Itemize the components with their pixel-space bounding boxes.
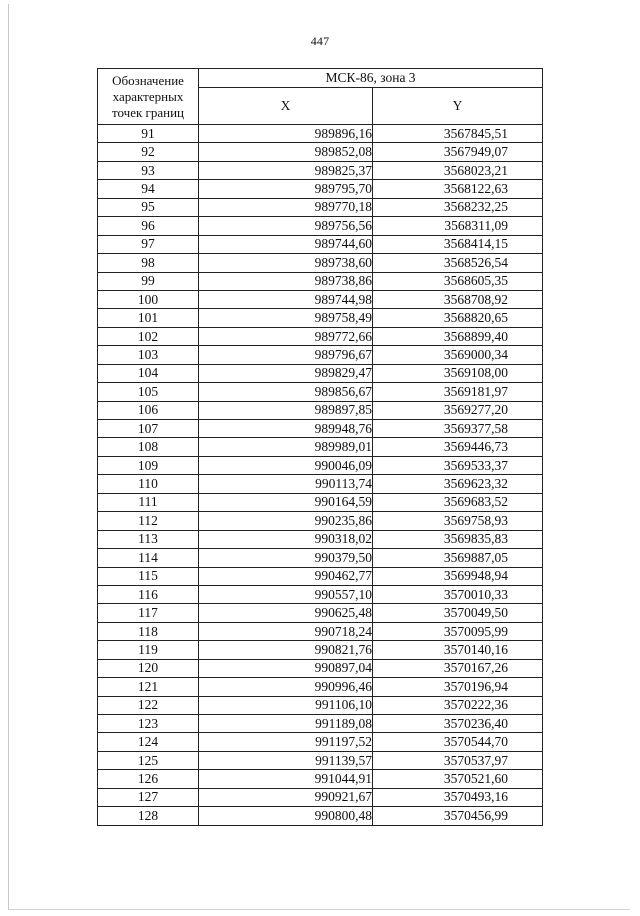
y-cell: 3568232,25	[373, 198, 543, 216]
y-cell: 3569623,32	[373, 475, 543, 493]
table-row	[98, 475, 543, 493]
point-cell: 119	[98, 641, 199, 659]
table-row	[98, 770, 543, 788]
point-cell: 111	[98, 493, 199, 511]
x-cell: 990235,86	[199, 512, 373, 530]
point-cell: 104	[98, 364, 199, 382]
table-row	[98, 788, 543, 806]
point-label-header: Обозначение характерных точек границ	[98, 69, 199, 125]
table-row	[98, 401, 543, 419]
y-cell: 3569948,94	[373, 567, 543, 585]
x-cell: 990996,46	[199, 678, 373, 696]
point-cell: 107	[98, 420, 199, 438]
table-row	[98, 715, 543, 733]
point-cell: 106	[98, 401, 199, 419]
y-cell: 3568023,21	[373, 161, 543, 179]
y-cell: 3568311,09	[373, 217, 543, 235]
y-cell: 3567949,07	[373, 143, 543, 161]
x-cell: 989756,56	[199, 217, 373, 235]
point-cell: 108	[98, 438, 199, 456]
x-cell: 990462,77	[199, 567, 373, 585]
point-cell: 115	[98, 567, 199, 585]
x-cell: 990897,04	[199, 659, 373, 677]
table-row	[98, 604, 543, 622]
y-cell: 3570544,70	[373, 733, 543, 751]
point-cell: 98	[98, 254, 199, 272]
table-row	[98, 217, 543, 235]
table-body	[98, 125, 543, 826]
y-cell: 3569377,58	[373, 420, 543, 438]
x-cell: 989897,85	[199, 401, 373, 419]
table-row	[98, 254, 543, 272]
table-row	[98, 659, 543, 677]
point-cell: 97	[98, 235, 199, 253]
table-row	[98, 125, 543, 143]
table-row	[98, 143, 543, 161]
coordinate-system-header: МСК-86, зона 3	[199, 69, 543, 88]
x-cell: 990800,48	[199, 807, 373, 825]
y-cell: 3570049,50	[373, 604, 543, 622]
x-cell: 989856,67	[199, 383, 373, 401]
x-cell: 989772,66	[199, 327, 373, 345]
x-cell: 989738,86	[199, 272, 373, 290]
y-cell: 3569887,05	[373, 549, 543, 567]
point-cell: 96	[98, 217, 199, 235]
table-row	[98, 290, 543, 308]
x-cell: 989744,98	[199, 290, 373, 308]
table-row	[98, 346, 543, 364]
x-cell: 989989,01	[199, 438, 373, 456]
point-cell: 120	[98, 659, 199, 677]
y-cell: 3568414,15	[373, 235, 543, 253]
point-cell: 103	[98, 346, 199, 364]
x-cell: 990164,59	[199, 493, 373, 511]
point-cell: 123	[98, 715, 199, 733]
point-cell: 113	[98, 530, 199, 548]
y-cell: 3569277,20	[373, 401, 543, 419]
y-cell: 3569000,34	[373, 346, 543, 364]
point-cell: 100	[98, 290, 199, 308]
x-cell: 989896,16	[199, 125, 373, 143]
x-cell: 989948,76	[199, 420, 373, 438]
y-cell: 3569683,52	[373, 493, 543, 511]
y-cell: 3570493,16	[373, 788, 543, 806]
y-cell: 3570236,40	[373, 715, 543, 733]
point-cell: 126	[98, 770, 199, 788]
x-column-header: X	[199, 88, 373, 125]
x-cell: 989852,08	[199, 143, 373, 161]
y-cell: 3570537,97	[373, 751, 543, 769]
point-cell: 116	[98, 585, 199, 603]
table-header	[98, 69, 543, 125]
y-cell: 3568122,63	[373, 180, 543, 198]
point-cell: 102	[98, 327, 199, 345]
table-row	[98, 161, 543, 179]
y-cell: 3570456,99	[373, 807, 543, 825]
point-cell: 117	[98, 604, 199, 622]
x-cell: 989770,18	[199, 198, 373, 216]
point-cell: 92	[98, 143, 199, 161]
y-cell: 3569758,93	[373, 512, 543, 530]
x-cell: 990046,09	[199, 456, 373, 474]
table-row	[98, 512, 543, 530]
table-row	[98, 456, 543, 474]
table-row	[98, 438, 543, 456]
point-cell: 105	[98, 383, 199, 401]
x-cell: 990318,02	[199, 530, 373, 548]
point-cell: 121	[98, 678, 199, 696]
coordinates-table	[97, 68, 543, 826]
y-cell: 3567845,51	[373, 125, 543, 143]
table-row	[98, 493, 543, 511]
table-row	[98, 309, 543, 327]
point-cell: 94	[98, 180, 199, 198]
point-cell: 91	[98, 125, 199, 143]
point-cell: 118	[98, 622, 199, 640]
y-cell: 3570140,16	[373, 641, 543, 659]
table-row	[98, 678, 543, 696]
point-cell: 127	[98, 788, 199, 806]
x-cell: 990113,74	[199, 475, 373, 493]
point-cell: 110	[98, 475, 199, 493]
table-row	[98, 807, 543, 825]
x-cell: 990625,48	[199, 604, 373, 622]
x-cell: 989744,60	[199, 235, 373, 253]
table-row	[98, 327, 543, 345]
point-cell: 125	[98, 751, 199, 769]
table-row	[98, 549, 543, 567]
y-column-header: Y	[373, 88, 543, 125]
page-number: 447	[310, 34, 330, 48]
x-cell: 991139,57	[199, 751, 373, 769]
x-cell: 989758,49	[199, 309, 373, 327]
x-cell: 989825,37	[199, 161, 373, 179]
x-cell: 989796,67	[199, 346, 373, 364]
y-cell: 3570521,60	[373, 770, 543, 788]
y-cell: 3568899,40	[373, 327, 543, 345]
x-cell: 990821,76	[199, 641, 373, 659]
x-cell: 991044,91	[199, 770, 373, 788]
x-cell: 991197,52	[199, 733, 373, 751]
table-row	[98, 622, 543, 640]
x-cell: 991106,10	[199, 696, 373, 714]
point-cell: 122	[98, 696, 199, 714]
y-cell: 3570095,99	[373, 622, 543, 640]
y-cell: 3568820,65	[373, 309, 543, 327]
y-cell: 3570167,26	[373, 659, 543, 677]
point-cell: 128	[98, 807, 199, 825]
table-row	[98, 235, 543, 253]
table-row	[98, 641, 543, 659]
point-cell: 95	[98, 198, 199, 216]
table-row	[98, 585, 543, 603]
point-cell: 112	[98, 512, 199, 530]
x-cell: 989738,60	[199, 254, 373, 272]
point-cell: 124	[98, 733, 199, 751]
x-cell: 990557,10	[199, 585, 373, 603]
table-row	[98, 420, 543, 438]
x-cell: 991189,08	[199, 715, 373, 733]
y-cell: 3568708,92	[373, 290, 543, 308]
y-cell: 3569835,83	[373, 530, 543, 548]
point-cell: 99	[98, 272, 199, 290]
y-cell: 3568526,54	[373, 254, 543, 272]
x-cell: 990379,50	[199, 549, 373, 567]
point-cell: 114	[98, 549, 199, 567]
x-cell: 990921,67	[199, 788, 373, 806]
y-cell: 3570010,33	[373, 585, 543, 603]
y-cell: 3569446,73	[373, 438, 543, 456]
point-cell: 109	[98, 456, 199, 474]
point-cell: 93	[98, 161, 199, 179]
x-cell: 990718,24	[199, 622, 373, 640]
y-cell: 3569108,00	[373, 364, 543, 382]
table-row	[98, 383, 543, 401]
table-row	[98, 696, 543, 714]
table-row	[98, 567, 543, 585]
y-cell: 3570222,36	[373, 696, 543, 714]
point-cell: 101	[98, 309, 199, 327]
table-row	[98, 272, 543, 290]
table-row	[98, 733, 543, 751]
y-cell: 3569181,97	[373, 383, 543, 401]
x-cell: 989795,70	[199, 180, 373, 198]
y-cell: 3568605,35	[373, 272, 543, 290]
table-row	[98, 198, 543, 216]
table-row	[98, 530, 543, 548]
y-cell: 3569533,37	[373, 456, 543, 474]
table-row	[98, 751, 543, 769]
y-cell: 3570196,94	[373, 678, 543, 696]
table-row	[98, 180, 543, 198]
table-row	[98, 364, 543, 382]
x-cell: 989829,47	[199, 364, 373, 382]
